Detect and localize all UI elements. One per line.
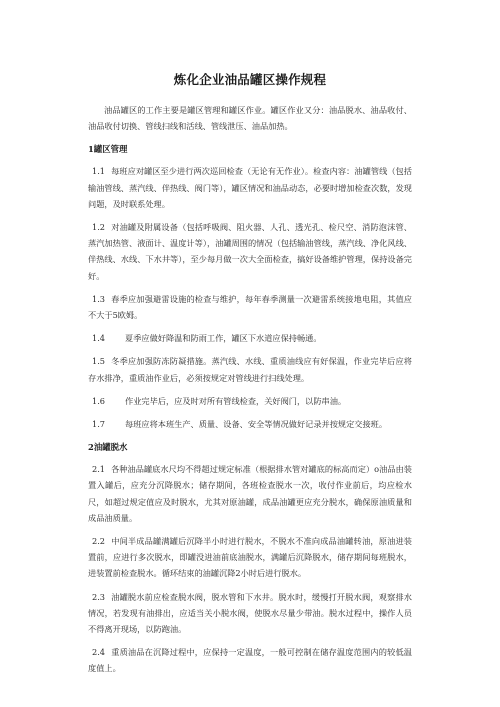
clause-number: 1.6: [92, 395, 106, 406]
clause-number: 2.4: [92, 647, 106, 658]
clause-number: 2.2: [92, 536, 106, 547]
clause-text: 中间半成品罐满罐后沉降半小时进行脱水，不脱水不准向成品油罐转油，原油进装置前，应进行多次脱水，即罐没进油前底油脱水，满罐后沉降脱水，储存期间每班脱水，进装置前检查脱水。循环结束的油罐沉降2小时后进行脱水。: [88, 536, 412, 579]
clause-1-4: [88, 330, 412, 346]
clause-1-3: [88, 291, 412, 323]
clause-1-1: [88, 163, 412, 212]
intro-paragraph: 油品罐区的工作主要是罐区管理和罐区作业。罐区作业又分：油品脱水、油品收付、油品收付切换、管线扫线和活线、管线泄压、油品加热。: [88, 105, 412, 132]
clause-2-3: [88, 589, 412, 638]
document-title: 炼化企业油品罐区操作规程: [173, 72, 327, 87]
clause-number: 1.4: [92, 333, 106, 344]
clause-1-6: [88, 393, 412, 409]
clause-2-4: [88, 644, 412, 676]
clause-1-7: [88, 416, 412, 432]
section-heading-tank-dewatering: 2油罐脱水: [88, 442, 128, 453]
clause-number: 1.5: [92, 356, 106, 367]
clause-number: 2.3: [92, 591, 106, 602]
clause-text: 每班应对罐区至少进行两次巡回检查（无论有无作业）。检查内容：油罐管线（包括输油管线、蒸汽线、伴热线、阀门等），罐区情况和油品动态，必要时增加检查次数，发现问题，及时联系处理。: [88, 166, 412, 209]
clause-text: 每班应将本班生产、质量、设备、安全等情况做好记录并按规定交接班。: [125, 419, 388, 430]
clause-number: 2.1: [92, 464, 106, 475]
clause-number: 1.3: [92, 293, 106, 304]
clause-text: 夏季应做好降温和防雨工作，罐区下水道应保持畅通。: [125, 333, 322, 344]
clause-text: 各种油品罐底水尺均不得超过规定标准（根据排水管对罐底的标高而定）o油品由装置入罐后，应充分沉降脱水；储存期间，各班检查脱水一次，收付作业前后，均应检水尺，如超过规定值应及时脱水，尤其对原油罐，成品油罐更应充分脱水，确保原油质量和成品油质量。: [88, 464, 412, 523]
clause-text: 作业完毕后，应及时对所有管线检查，关好阀门，以防串油。: [125, 395, 347, 406]
clause-text: 春季应加强避雷设施的检查与维护，每年春季测量一次避雷系统接地电阻，其值应不大于5欧姆。: [88, 293, 412, 321]
clause-text: 重质油品在沉降过程中，应保持一定温度，一般可控制在储存温度范围内的较低温度值上。: [88, 647, 412, 674]
clause-1-2: [88, 219, 412, 284]
document-body: [88, 102, 412, 684]
clause-2-2: [88, 533, 412, 582]
clause-2-1: [88, 461, 412, 526]
clause-number: 1.2: [92, 222, 106, 233]
clause-text: 对油罐及附属设备（包括呼吸阀、阻火器、人孔、透光孔、检尺空、消防泡沫管、蒸汽加热管、液面计、温度计等），油罐周围的情况（包括输油管线，蒸汽线、净化风线、伴热线、水线、下水井等），至少每月做一次大全面检查，搞好设备维护管理，保持设备完好。: [88, 222, 412, 281]
section-heading-tank-area-management: 1罐区管理: [88, 144, 128, 155]
clause-text: 油罐脱水前应检查脱水阀，脱水管和下水井。脱水时，缓慢打开脱水阀，观察排水情况，若发现有油排出，应适当关小脱水阀，使脱水尽量少带油。脱水过程中，操作人员不得离开现场，以防跑油。: [88, 591, 412, 635]
clause-1-5: [88, 353, 412, 385]
clause-number: 1.7: [92, 419, 106, 430]
clause-number: 1.1: [92, 166, 106, 177]
clause-text: 冬季应加强防冻防凝措施。蒸汽线、水线、重质油线应有好保温，作业完毕后应将存水排净，重质油作业后，必须按规定对管线进行扫线处理。: [88, 356, 412, 383]
